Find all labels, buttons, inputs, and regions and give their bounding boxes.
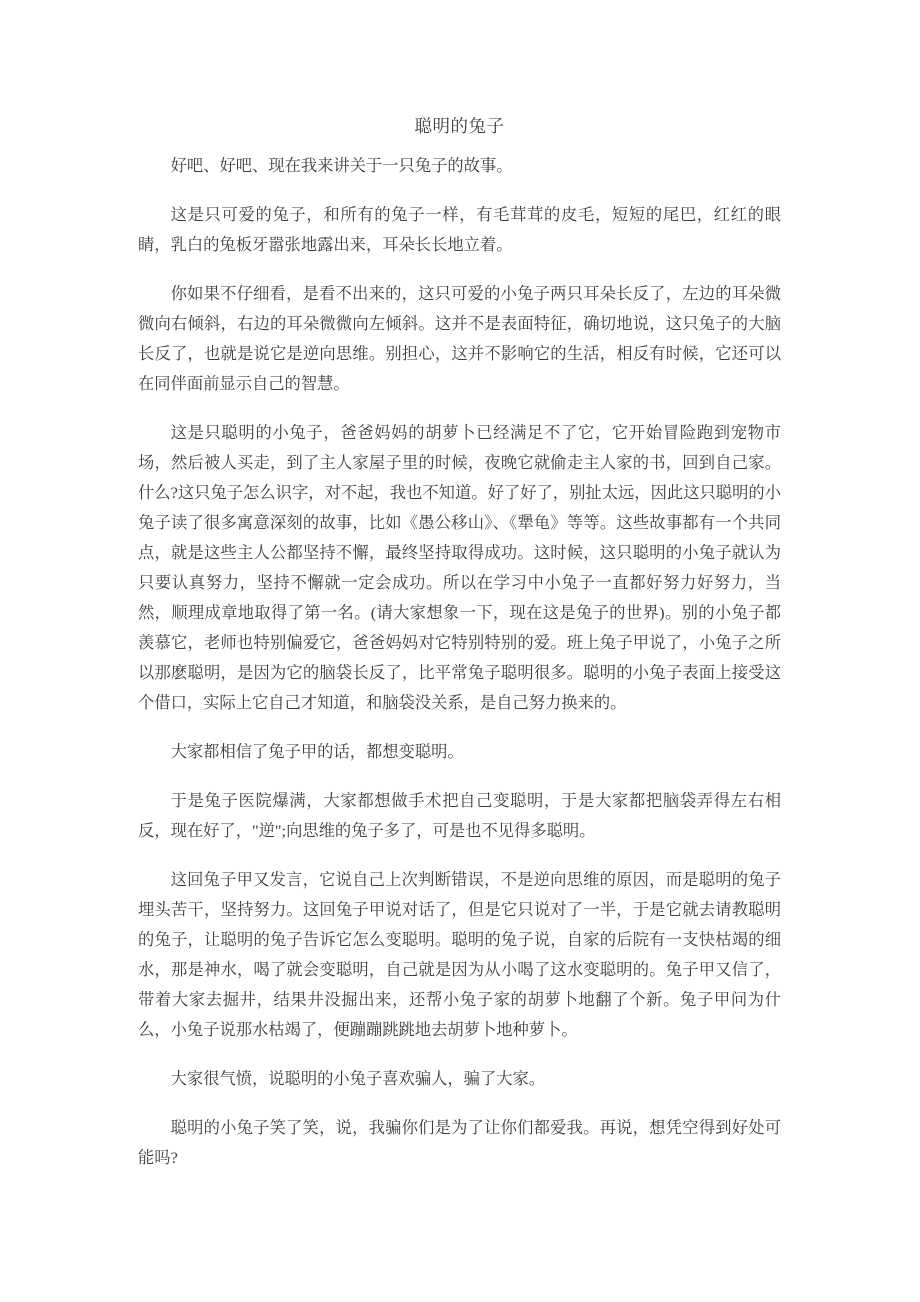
story-paragraph: 好吧、好吧、现在我来讲关于一只兔子的故事。 xyxy=(170,156,513,175)
story-paragraph: 这回兔子甲又发言，它说自己上次判断错误，不是逆向思维的原因，而是聪明的兔子埋头苦干，坚持努力。这回兔子甲说对话了，但是它只说对了一半，于是它就去请教聪明的兔子，让聪明的兔子告诉它怎么变聪明。聪明的兔子说，自家的后院有一支快枯竭的细水，那是神水，喝了就会变聪明，自己就是因为从小喝了这水变聪明的。兔子甲又信了，带着大家去掘井，结果井没掘出来，还帮小兔子家的胡萝卜地翻了个新。兔子甲问为什么，小兔子说那水枯竭了，便蹦蹦跳跳地去胡萝卜地种萝卜。 xyxy=(138,870,781,1039)
story-paragraph: 你如果不仔细看，是看不出来的，这只可爱的小兔子两只耳朵长反了，左边的耳朵微微向右倾斜，右边的耳朵微微向左倾斜。这并不是表面特征，确切地说，这只兔子的大脑长反了，也就是说它是逆向思维。别担心，这并不影响它的生活，相反有时候，它还可以在同伴面前显示自己的智慧。 xyxy=(138,284,781,393)
story-paragraph: 这是只可爱的兔子，和所有的兔子一样，有毛茸茸的皮毛，短短的尾巴，红红的眼睛，乳白的兔板牙嚣张地露出来，耳朵长长地立着。 xyxy=(138,205,781,254)
story-paragraph: 聪明的小兔子笑了笑，说，我骗你们是为了让你们都爱我。再说，想凭空得到好处可能吗? xyxy=(138,1118,781,1167)
story-paragraph: 大家很气愤，说聪明的小兔子喜欢骗人，骗了大家。 xyxy=(170,1069,546,1088)
story-paragraph: 这是只聪明的小兔子，爸爸妈妈的胡萝卜已经满足不了它，它开始冒险跑到宠物市场，然后被人买走，到了主人家屋子里的时候，夜晚它就偷走主人家的书，回到自己家。什么?这只兔子怎么识字，对不起，我也不知道。好了好了，别扯太远，因此这只聪明的小兔子读了很多寓意深刻的故事，比如《愚公移山》、《犟龟》等等。这些故事都有一个共同点，就是这些主人公都坚持不懈，最终坚持取得成功。这时候，这只聪明的小兔子就认为只要认真努力，坚持不懈就一定会成功。所以在学习中小兔子一直都好努力好努力，当然，顺理成章地取得了第一名。(请大家想象一下，现在这是兔子的世界)。别的小兔子都羡慕它，老师也特别偏爱它，爸爸妈妈对它特别特别的爱。班上兔子甲说了，小兔子之所以那麽聪明，是因为它的脑袋长反了，比平常兔子聪明很多。聪明的小兔子表面上接受这个借口，实际上它自己才知道，和脑袋没关系，是自己努力换来的。 xyxy=(138,423,781,712)
story-paragraph: 大家都相信了兔子甲的话，都想变聪明。 xyxy=(170,742,464,761)
document-title: 聪明的兔子 xyxy=(414,116,505,136)
story-paragraph: 于是兔子医院爆满，大家都想做手术把自己变聪明，于是大家都把脑袋弄得左右相反，现在好了，"逆";向思维的兔子多了，可是也不见得多聪明。 xyxy=(138,791,781,840)
document-body xyxy=(138,151,781,1173)
